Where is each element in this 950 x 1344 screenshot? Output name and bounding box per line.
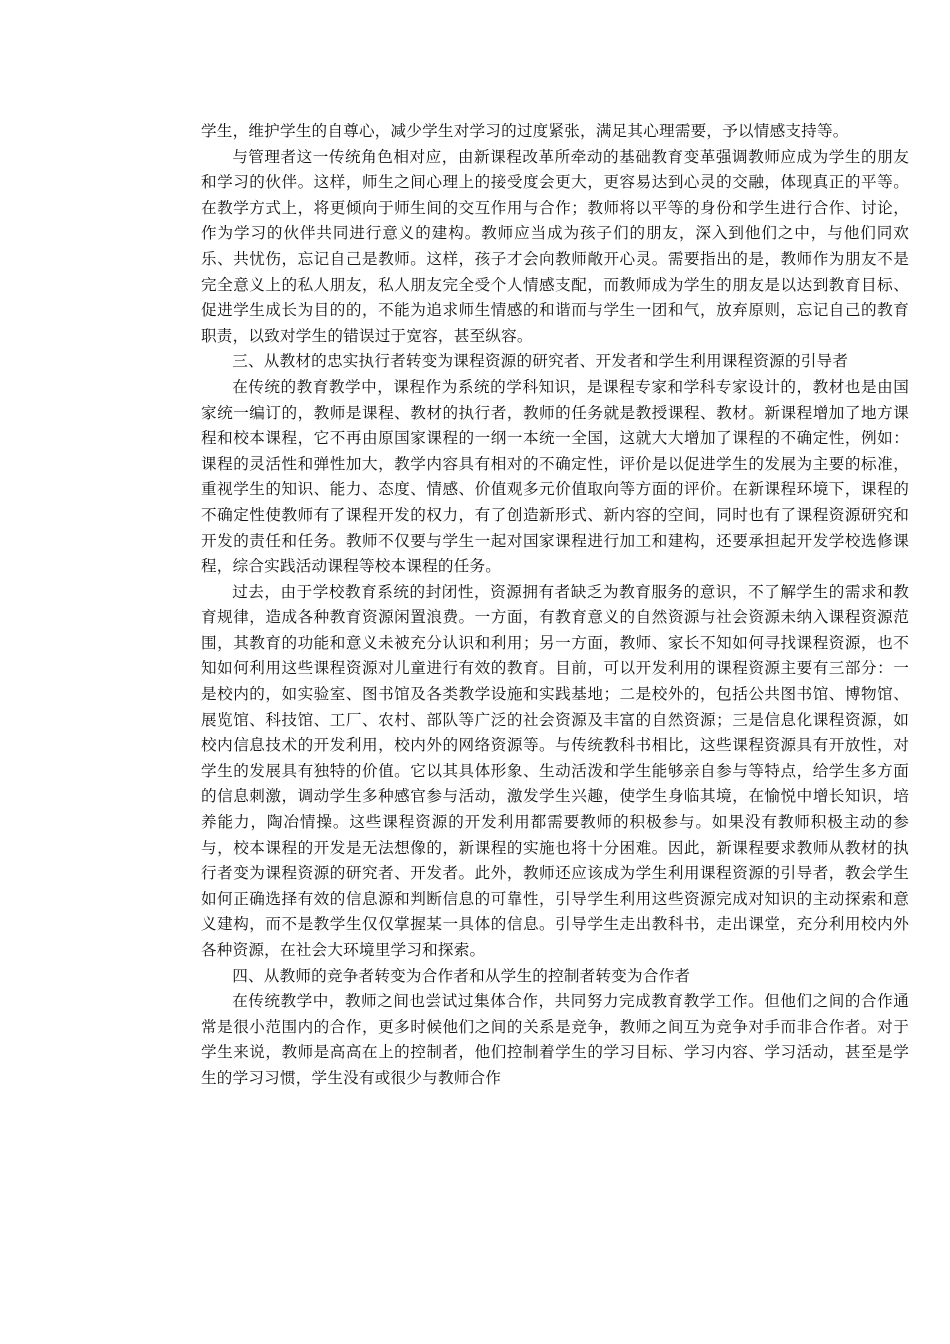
paragraph-teacher-as-friend: 与管理者这一传统角色相对应，由新课程改革所牵动的基础教育变革强调教师应成为学生的朋友和学习的伙伴。这样，师生之间心理上的接受度会更大，更容易达到心灵的交融，体现真正的平等。在教学方式上，将更倾向于师生间的交互作用与合作；教师将以平等的身份和学生进行合作、讨论，作为学习的伙伴共同进行意义的建构。教师应当成为孩子们的朋友，深入到他们之中，与他们同欢乐、共忧伤，忘记自己是教师。这样，孩子才会向教师敞开心灵。需要指出的是，教师作为朋友不是完全意义上的私人朋友，私人朋友完全受个人情感支配，而教师成为学生的朋友是以达到教育目标、促进学生成长为目的的，不能为追求师生情感的和谐而与学生一团和气，放弃原则，忘记自己的教育职责，以致对学生的错误过于宽容，甚至纵容。 bbox=[201, 147, 909, 345]
paragraph-curriculum-resources: 过去，由于学校教育系统的封闭性，资源拥有者缺乏为教育服务的意识，不了解学生的需求和教育规律，造成各种教育资源闲置浪费。一方面，有教育意义的自然资源与社会资源未纳入课程资源范围，其教育的功能和意义未被充分认识和利用；另一方面，教师、家长不知如何寻找课程资源，也不知如何利用这些课程资源对儿童进行有效的教育。目前，可以开发利用的课程资源主要有三部分：一是校内的，如实验室、图书馆及各类教学设施和实践基地；二是校外的，包括公共图书馆、博物馆、展览馆、科技馆、工厂、农村、部队等广泛的社会资源及丰富的自然资源；三是信息化课程资源，如校内信息技术的开发利用，校内外的网络资源等。与传统教科书相比，这些课程资源具有开放性，对学生的发展具有独特的价值。它以其具体形象、生动活泼和学生能够亲自参与等特点，给学生多方面的信息刺激，调动学生多种感官参与活动，激发学生兴趣，使学生身临其境，在愉悦中增长知识，培养能力，陶冶情操。这些课程资源的开发利用都需要教师的积极参与。如果没有教师积极主动的参与，校本课程的开发是无法想像的，新课程的实施也将十分困难。因此，新课程要求教师从教材的执行者变为课程资源的研究者、开发者。此外，教师还应该成为学生利用课程资源的引导者，教会学生如何正确选择有效的信息源和判断信息的可靠性，引导学生利用这些资源完成对知识的主动探索和意义建构，而不是教学生仅仅掌握某一具体的信息。引导学生走出教科书，走出课堂，充分利用校内外各种资源，在社会大环境里学习和探索。 bbox=[201, 582, 909, 959]
paragraph-curriculum-uncertainty: 在传统的教育教学中，课程作为系统的学科知识，是课程专家和学科专家设计的，教材也是由国家统一编订的，教师是课程、教材的执行者，教师的任务就是教授课程、教材。新课程增加了地方课程和校本课程，它不再由原国家课程的一纲一本统一全国，这就大大增加了课程的不确定性，例如：课程的灵活性和弹性加大，教学内容具有相对的不确定性，评价是以促进学生的发展为主要的标准，重视学生的知识、能力、态度、情感、价值观多元价值取向等方面的评价。在新课程环境下，课程的不确定性使教师有了课程开发的权力，有了创造新形式、新内容的空间，同时也有了课程资源研究和开发的责任和任务。教师不仅要与学生一起对国家课程进行加工和建构，还要承担起开发学校选修课程，综合实践活动课程等校本课程的任务。 bbox=[201, 377, 909, 576]
paragraph-cooperation: 在传统教学中，教师之间也尝试过集体合作，共同努力完成教育教学工作。但他们之间的合作通常是很小范围内的合作，更多时候他们之间的关系是竞争，教师之间互为竞争对手而非合作者。对于学生来说，教师是高高在上的控制者，他们控制着学生的学习目标、学习内容、学习活动，甚至是学生的学习习惯，学生没有或很少与教师合作 bbox=[201, 992, 909, 1087]
section-heading-3: 三、从教材的忠实执行者转变为课程资源的研究者、开发者和学生利用课程资源的引导者 bbox=[232, 352, 849, 371]
document-body bbox=[201, 119, 909, 1092]
paragraph-continuation: 学生，维护学生的自尊心，减少学生对学习的过度紧张，满足其心理需要，予以情感支持等。 bbox=[201, 122, 849, 140]
section-heading-4: 四、从教师的竞争者转变为合作者和从学生的控制者转变为合作者 bbox=[232, 966, 691, 985]
